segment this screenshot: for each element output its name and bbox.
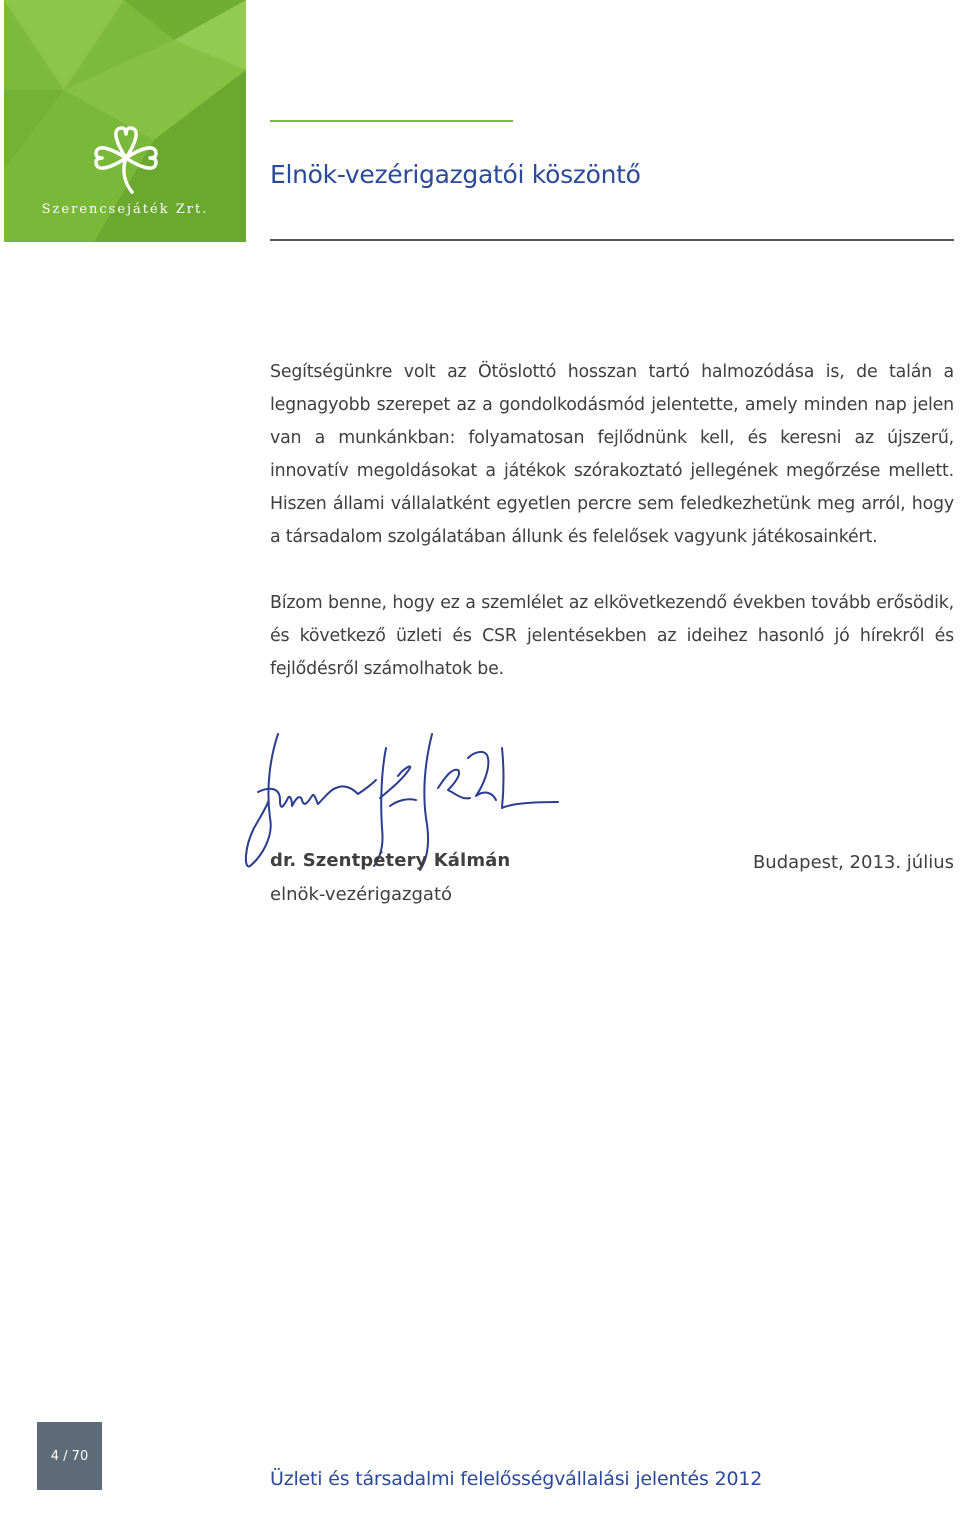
page-title: Elnök-vezérigazgatói köszöntő <box>270 160 641 189</box>
body-paragraph-1: Segítségünkre volt az Ötöslottó hosszan tartó halmozódása is, de talán a legnagyobb szerepet az a gondolkodásmód jelentette, amely minden nap jelen van a munkánkban: folyamatosan fejlődnünk kell, és keresni az újszerű, innovatív megoldásokat a játékok szórakoztató jellegének megőrzése mellett. Hiszen állami vállalatként egyetlen percre sem feledkezhetünk meg arról, hogy a társadalom szolgálatában állunk és felelősek vagyunk játékosainkért. <box>270 362 954 547</box>
top-accent-rule <box>270 120 513 122</box>
title-divider <box>270 239 954 241</box>
brand-name: Szerencsejáték Zrt. <box>41 202 209 217</box>
signer-name: dr. Szentpétery Kálmán <box>270 850 511 871</box>
page-number: 4 / 70 <box>50 1448 89 1464</box>
company-logo <box>4 0 246 242</box>
page-number-box <box>37 1422 102 1490</box>
signer-title: elnök-vezérigazgató <box>270 884 453 905</box>
place-and-date: Budapest, 2013. július <box>752 852 954 873</box>
footer-report-title: Üzleti és társadalmi felelősségvállalási jelentés 2012 <box>270 1468 763 1490</box>
four-leaf-clover-icon <box>88 122 164 198</box>
body-paragraph-2: Bízom benne, hogy ez a szemlélet az elkövetkezendő években tovább erősödik, és következő üzleti és CSR jelentésekben az ideihez hasonló jó hírekről és fejlődésről számolhatok be. <box>270 593 954 679</box>
